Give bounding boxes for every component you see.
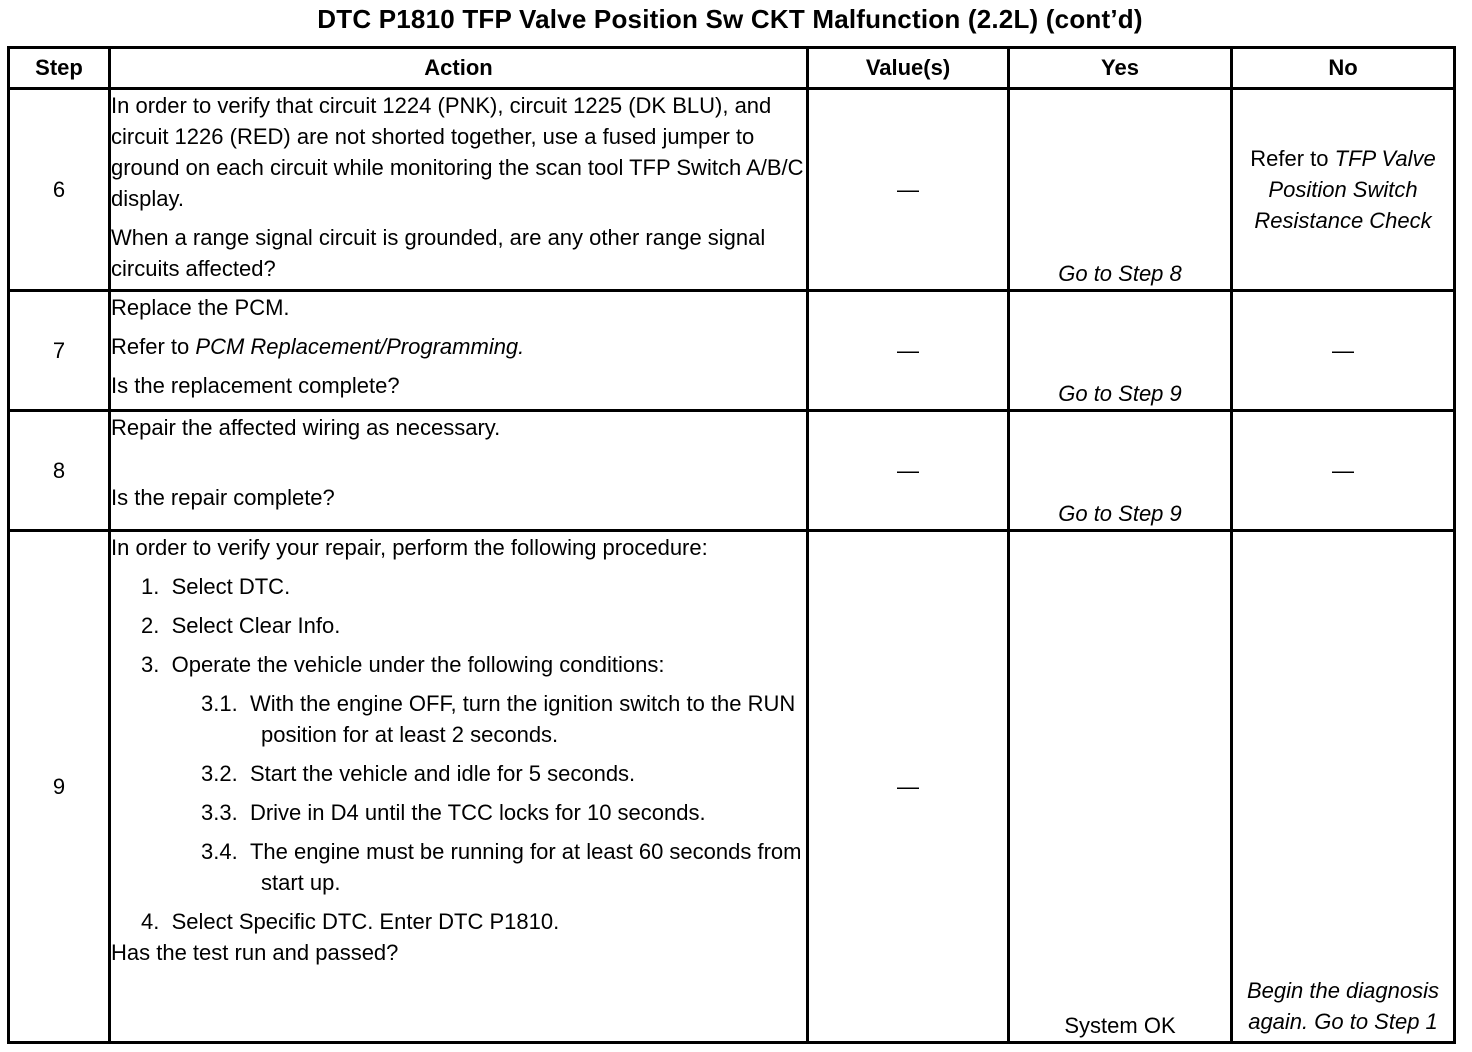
sub-list-item: 3.4. The engine must be running for at least 60 seconds from start up. — [201, 839, 802, 895]
table-header-row — [9, 48, 1455, 89]
action-text: In order to verify that circuit 1224 (PNK), circuit 1225 (DK BLU), and circuit 1226 (RED) are not shorted together, use a fused jumper to ground on each circuit while monitoring the scan tool TFP Switch A/B/C display. — [111, 93, 804, 211]
action-cell — [110, 291, 808, 411]
action-question: Is the replacement complete? — [111, 373, 400, 398]
action-text: Repair the affected wiring as necessary. — [111, 415, 501, 440]
step-number: 7 — [9, 291, 110, 411]
table-row-step-6 — [9, 89, 1455, 291]
value-cell: — — [808, 411, 1009, 531]
action-cell — [110, 411, 808, 531]
value-cell: — — [808, 89, 1009, 291]
header-yes: Yes — [1009, 48, 1232, 89]
sub-list-item: 3.2. Start the vehicle and idle for 5 seconds. — [201, 761, 636, 786]
action-question: Has the test run and passed? — [111, 940, 399, 965]
no-cell: — — [1232, 411, 1455, 531]
value-cell: — — [808, 531, 1009, 1043]
page-title: DTC P1810 TFP Valve Position Sw CKT Malfunction (2.2L) (cont’d) — [317, 4, 1143, 34]
sub-list-item: 3.1. With the engine OFF, turn the ignition switch to the RUN position for at least 2 seconds. — [201, 691, 796, 747]
table-row-step-9 — [9, 531, 1455, 1043]
yes-link-go-to-step-9[interactable]: Go to Step 9 — [1009, 291, 1232, 411]
no-link-tfp-resistance-check[interactable]: TFP Valve Position Switch Resistance Check — [1254, 146, 1436, 233]
header-action: Action — [110, 48, 808, 89]
action-intro: In order to verify your repair, perform the following procedure: — [111, 535, 708, 560]
action-cell — [110, 531, 808, 1043]
action-question: Is the repair complete? — [111, 485, 335, 510]
no-cell — [1232, 89, 1455, 291]
no-link-go-to-step-1[interactable]: Begin the diagnosis again. Go to Step 1 — [1232, 531, 1455, 1043]
table-row-step-7 — [9, 291, 1455, 411]
diagnostic-table — [7, 46, 1456, 1044]
yes-system-ok: System OK — [1009, 531, 1232, 1043]
step-number: 8 — [9, 411, 110, 531]
action-text: Replace the PCM. — [111, 295, 290, 320]
value-cell: — — [808, 291, 1009, 411]
no-cell: — — [1232, 291, 1455, 411]
no-prefix: Refer to — [1250, 146, 1329, 171]
header-values: Value(s) — [808, 48, 1009, 89]
sub-list-item: 3.3. Drive in D4 until the TCC locks for 10 seconds. — [201, 800, 706, 825]
yes-link-go-to-step-9[interactable]: Go to Step 9 — [1009, 411, 1232, 531]
list-item: 3. Operate the vehicle under the following conditions: — [141, 652, 665, 677]
yes-link-go-to-step-8[interactable]: Go to Step 8 — [1009, 89, 1232, 291]
list-item: 2. Select Clear Info. — [141, 613, 341, 638]
action-reference — [111, 331, 806, 362]
step-number: 9 — [9, 531, 110, 1043]
step-number: 6 — [9, 89, 110, 291]
action-reference-prefix: Refer to — [111, 334, 190, 359]
action-question: When a range signal circuit is grounded, are any other range signal circuits affected? — [111, 225, 766, 281]
header-step: Step — [9, 48, 110, 89]
action-cell — [110, 89, 808, 291]
table-row-step-8 — [9, 411, 1455, 531]
pcm-replacement-link[interactable]: PCM Replacement/Programming. — [195, 334, 525, 359]
header-no: No — [1232, 48, 1455, 89]
list-item: 4. Select Specific DTC. Enter DTC P1810. — [141, 909, 560, 934]
list-item: 1. Select DTC. — [141, 574, 291, 599]
